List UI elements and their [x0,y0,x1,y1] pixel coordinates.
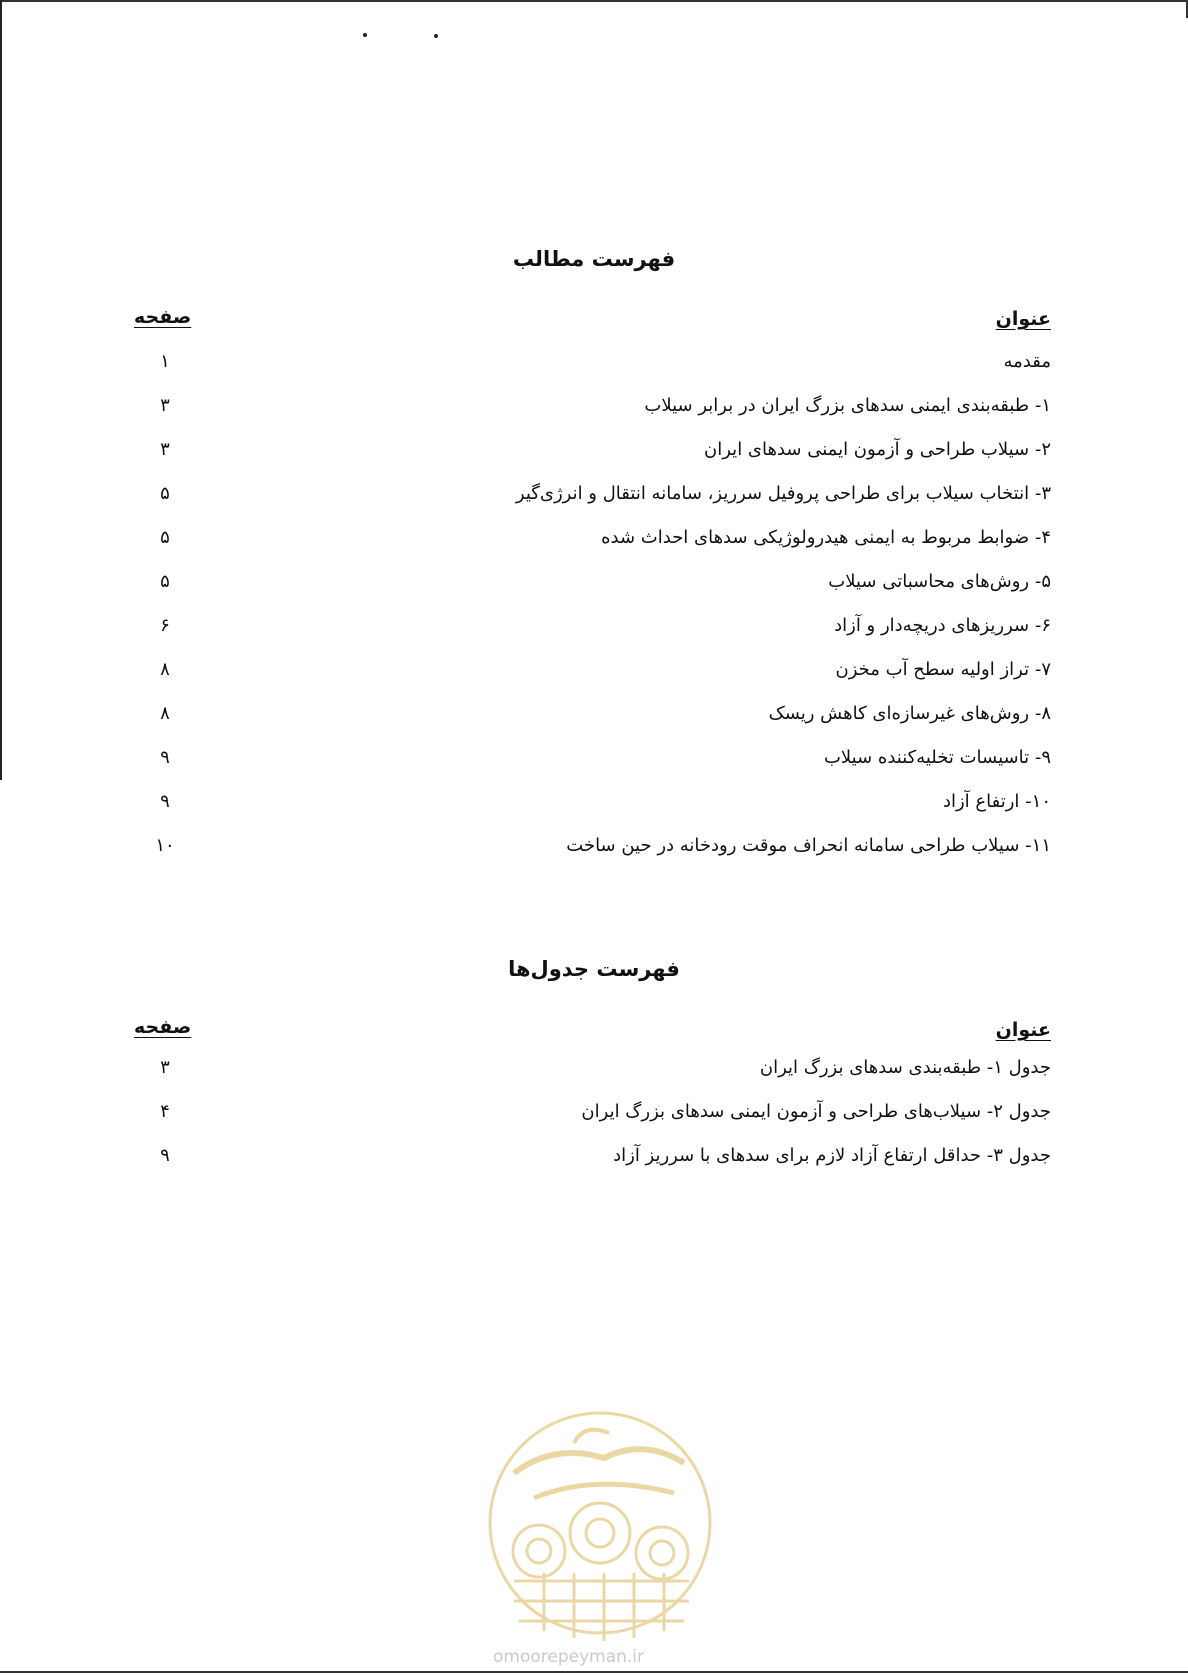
toc-entry-title: ۸- روش‌های غیرسازه‌ای کاهش ریسک [768,703,1051,724]
tables-heading: فهرست جدول‌ها [508,957,680,981]
watermark-seal-logo [484,1403,716,1643]
toc-entry-page: ۳ [160,439,170,460]
contents-heading: فهرست مطالب [512,247,676,271]
tables-col-title: عنوان [995,1019,1051,1041]
toc-entry-title: مقدمه [1003,351,1051,372]
toc-entry[interactable] [0,659,1188,689]
toc-entry[interactable] [0,835,1188,865]
table-entry-title: جدول ۱- طبقه‌بندی سدهای بزرگ ایران [759,1057,1051,1078]
toc-entry-title: ۱۰- ارتفاع آزاد [942,791,1051,812]
toc-entry-page: ۵ [160,483,170,504]
toc-entry-page: ۶ [160,615,170,636]
table-entry[interactable] [0,1101,1188,1131]
table-entry-page: ۴ [160,1101,170,1122]
toc-entry-page: ۱۰ [155,835,175,856]
toc-entry-page: ۱ [160,351,170,372]
table-entry-title: جدول ۳- حداقل ارتفاع آزاد لازم برای سدهای با سرریز آزاد [613,1145,1051,1166]
contents-col-title: عنوان [995,308,1051,330]
toc-entry-page: ۹ [160,747,170,768]
table-entry[interactable] [0,1057,1188,1087]
toc-entry[interactable] [0,703,1188,733]
tables-col-page: صفحه [134,1016,192,1038]
toc-entry-title: ۶- سرریزهای دریچه‌دار و آزاد [834,615,1051,636]
toc-entry[interactable] [0,439,1188,469]
toc-entry[interactable] [0,351,1188,381]
page-edge-bottom [0,1671,1188,1673]
toc-entry-page: ۸ [160,703,170,724]
toc-entry[interactable] [0,571,1188,601]
table-entry-page: ۹ [160,1145,170,1166]
toc-entry-page: ۵ [160,571,170,592]
toc-entry-title: ۱۱- سیلاب طراحی سامانه انحراف موقت رودخانه در حین ساخت [566,835,1051,856]
toc-entry-title: ۱- طبقه‌بندی ایمنی سدهای بزرگ ایران در برابر سیلاب [644,395,1051,416]
toc-entry-page: ۳ [160,395,170,416]
toc-entry-title: ۹- تاسیسات تخلیه‌کننده سیلاب [823,747,1051,768]
table-entry-title: جدول ۲- سیلاب‌های طراحی و آزمون ایمنی سدهای بزرگ ایران [581,1101,1051,1122]
watermark-url: omoorepeyman.ir [493,1647,645,1667]
toc-entry-title: ۳- انتخاب سیلاب برای طراحی پروفیل سرریز، سامانه انتقال و انرژی‌گیر [515,483,1051,504]
toc-entry[interactable] [0,527,1188,557]
scan-speck [434,34,438,38]
toc-entry-page: ۸ [160,659,170,680]
toc-entry[interactable] [0,747,1188,777]
toc-entry[interactable] [0,395,1188,425]
toc-entry[interactable] [0,615,1188,645]
table-entry-page: ۳ [160,1057,170,1078]
toc-entry-page: ۹ [160,791,170,812]
contents-col-page: صفحه [134,306,192,328]
toc-entry-title: ۵- روش‌های محاسباتی سیلاب [828,571,1051,592]
toc-entry[interactable] [0,791,1188,821]
toc-entry-title: ۷- تراز اولیه سطح آب مخزن [835,659,1051,680]
toc-entry-page: ۵ [160,527,170,548]
table-entry[interactable] [0,1145,1188,1175]
page-edge-top [0,0,1188,2]
toc-entry[interactable] [0,483,1188,513]
scan-speck [363,33,367,37]
toc-entry-title: ۲- سیلاب طراحی و آزمون ایمنی سدهای ایران [704,439,1051,460]
toc-entry-title: ۴- ضوابط مربوط به ایمنی هیدرولوژیکی سدهای احداث شده [601,527,1051,548]
